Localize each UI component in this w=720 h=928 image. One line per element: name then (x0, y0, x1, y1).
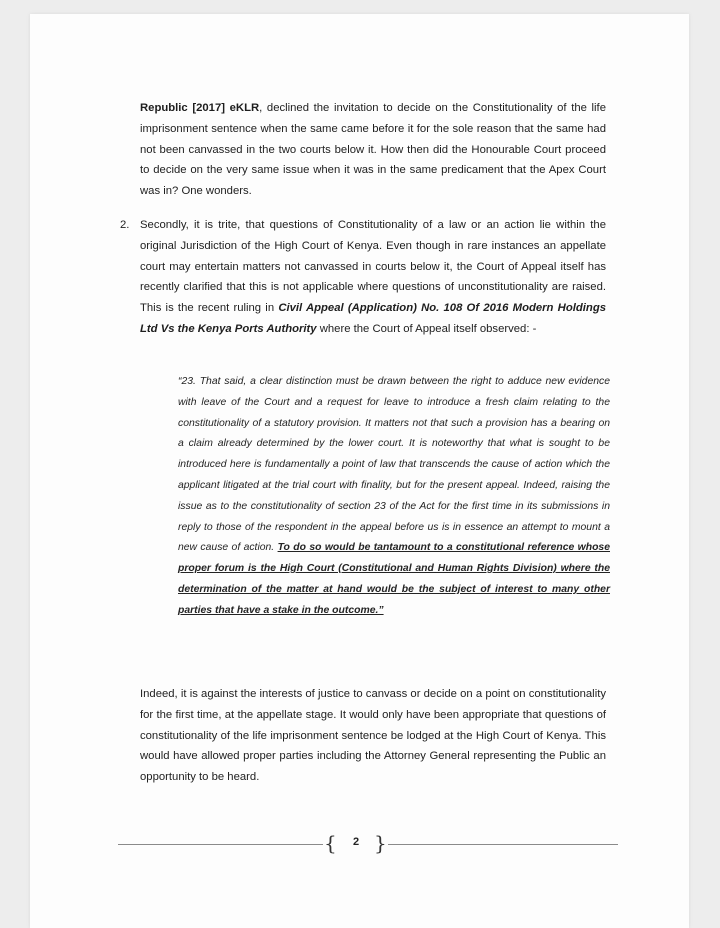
paragraph-2 (140, 215, 606, 340)
paragraph-2-number: 2. (120, 219, 130, 231)
left-brace-ornament: { (324, 831, 337, 855)
paragraph-1-text: , declined the invitation to decide on the Constitutionality of the life imprisonment sentence when the same came before it for the sole reason that the same had not been canvassed in the two courts below it. How then did the Honourable Court proceed to decide on the very same issue when it was in the same predicament that the Apex Court was in? One wonders. (140, 102, 606, 198)
quote-underlined: To do so would be tantamount to a constitutional reference whose proper forum is the High Court (Constitutional and Human Rights Division) where the determination of the matter at hand would be the subject of interest to many other parties that have a stake in the outcome.” (178, 542, 610, 616)
paragraph-3-text: Indeed, it is against the interests of justice to canvass or decide on a point on constitutionality for the first time, at the appellate stage. It would only have been appropriate that questions of constitutionality of the life imprisonment sentence be lodged at the High Court of Kenya. This would have allowed proper parties including the Attorney General representing the Public an opportunity to be heard. (140, 688, 606, 784)
paragraph-1 (140, 98, 606, 202)
document-page (30, 14, 689, 928)
footer-rule-left (118, 844, 323, 845)
case-citation: Republic [2017] eKLR (140, 102, 260, 114)
paragraph-2-text-b: where the Court of Appeal itself observed: - (316, 322, 537, 335)
paragraph-3 (140, 684, 606, 788)
paragraph-2-text-a: Secondly, it is trite, that questions of Constitutionality of a law or an action lie within the original Jurisdiction of the High Court of Kenya. Even though in rare instances an appellate court may entertain matters not canvassed in courts below it, the Court of Appeal itself has recently clarified that this is not applicable where questions of unconstitutionality are raised. This is the recent ruling in (140, 219, 606, 315)
page-number: 2 (352, 836, 360, 848)
block-quote (178, 372, 610, 622)
quote-text: “23. That said, a clear distinction must be drawn between the right to adduce new evidence with leave of the Court and a request for leave to introduce a fresh claim relating to the constitutionality of a statutory provision. It matters not that such a provision has a bearing on a claim already determined by the lower court. It is noteworthy that what is sought to be introduced here is fundamentally a point of law that transcends the cause of action which the applicant litigated at the trial court with finality, but for the present appeal. Indeed, raising the issue as to the constitutionality of section 23 of the Act for the first time in its submissions in reply to those of the respondent in the appeal before us is in essence an attempt to mount a new cause of action. (178, 376, 610, 554)
page-footer (118, 832, 618, 856)
case-reference: Civil Appeal (Application) No. 108 Of 2016 Modern Holdings Ltd Vs the Kenya Ports Authority (140, 302, 606, 335)
footer-rule-right (388, 844, 618, 845)
right-brace-ornament: } (374, 831, 387, 855)
